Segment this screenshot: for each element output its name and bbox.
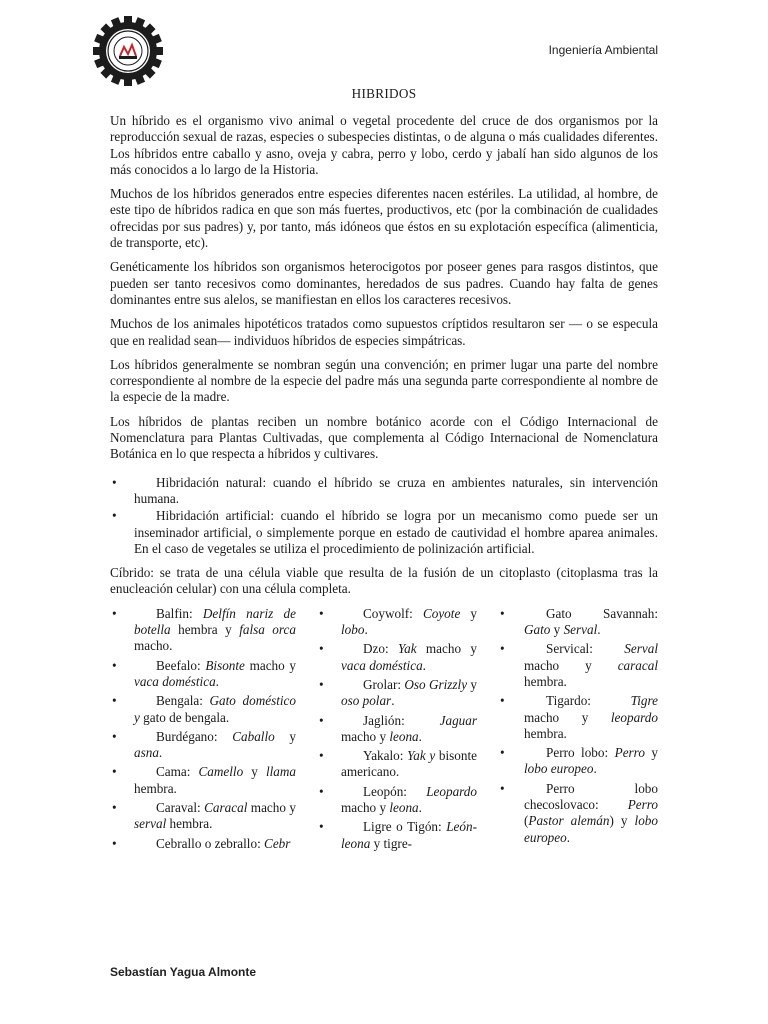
- paragraph-definition: Un híbrido es el organismo vivo animal o vegetal procedente del cruce de dos organismos por la reproducción sexual de razas, especies o subespecies distintas, o de alguna o más cualidades diferentes. Los híbridos entre caballo y asno, oveja y cabra, perro y lobo, cerdo y jabalí han sido algunos de los más conocidos a lo largo de la Historia.: [110, 113, 658, 177]
- species-name: Pastor alemán: [528, 813, 610, 829]
- hybrid-example-item: [110, 729, 296, 762]
- example-text-segment: Burdégano:: [156, 728, 233, 744]
- bullet-icon: •: [500, 780, 505, 796]
- example-text-segment: Perro lobo checoslovaco:: [524, 780, 658, 812]
- hybrid-example-item: [317, 748, 477, 781]
- species-name: León-leona: [341, 819, 477, 851]
- list-item: [110, 475, 658, 508]
- example-text-segment: y tigre-: [370, 835, 413, 851]
- species-name: serval: [134, 816, 167, 832]
- species-name: Perro: [627, 796, 658, 812]
- species-name: Perro: [614, 745, 645, 761]
- species-name: Coyote: [422, 605, 461, 621]
- example-text-segment: Gato Savannah:: [546, 605, 658, 621]
- example-text-segment: Bengala:: [156, 693, 210, 709]
- bullet-icon: •: [112, 605, 117, 621]
- hybrid-example-item: [110, 693, 296, 726]
- species-name: asna: [134, 745, 159, 761]
- bullet-icon: •: [319, 712, 324, 728]
- example-text-segment: .: [418, 799, 422, 815]
- hybrid-example-text: [524, 641, 658, 690]
- paragraph-cryptids: Muchos de los animales hipotéticos tratados como supuestos críptidos resultaron ser — o se especula que en realidad sean— individuos híbridos de especies simpátricas.: [110, 316, 658, 348]
- species-name: lobo europeo: [524, 761, 594, 777]
- example-text-segment: Coywolf:: [363, 605, 423, 621]
- paragraph-sterility: Muchos de los híbridos generados entre especies diferentes nacen estériles. La utilidad, al hombre, de este tipo de híbridos radica en que son más fuertes, productivos, etc (por la combinación de cualidades ofrecidas por sus padres) y, por tanto, más idóneos que éstos en su explotación específica (alimenticia, de transporte, etc).: [110, 186, 658, 251]
- example-text-segment: gato de bengala.: [139, 709, 230, 725]
- example-text-segment: .: [158, 745, 163, 761]
- bullet-icon: •: [500, 693, 505, 709]
- example-text-segment: (: [524, 813, 529, 829]
- university-logo-gear-icon: [90, 16, 166, 86]
- hybrid-example-item: [317, 606, 477, 639]
- paragraph-naming: Los híbridos generalmente se nombran según una convención; en primer lugar una parte del nombre correspondiente al nombre de la especie del padre más una segunda parte correspondiente al nombre de la especie de la madre.: [110, 356, 658, 405]
- example-text-segment: .: [566, 829, 571, 845]
- example-text-segment: y: [274, 728, 296, 744]
- bullet-icon: •: [319, 783, 324, 799]
- species-name: Serval: [563, 622, 598, 638]
- bullet-icon: •: [500, 745, 505, 761]
- hybrid-example-text: [524, 781, 658, 846]
- example-text-segment: macho y: [416, 641, 477, 657]
- example-text-segment: ) y: [609, 813, 635, 829]
- example-text-segment: y: [460, 605, 477, 621]
- species-name: vaca doméstica: [134, 673, 216, 689]
- example-text-segment: hembra y: [170, 622, 240, 638]
- example-text-segment: macho y: [341, 728, 390, 744]
- species-name: Cebr: [264, 835, 291, 851]
- hybrid-example-item: [498, 745, 658, 778]
- example-text-segment: hembra.: [134, 780, 177, 796]
- example-text-segment: Perro lobo:: [546, 745, 615, 761]
- hybrid-example-text: [524, 606, 658, 639]
- bullet-icon: •: [500, 605, 505, 621]
- example-text-segment: Balfin:: [156, 605, 203, 621]
- species-name: Leopardo: [426, 783, 477, 799]
- species-name: leopardo: [610, 709, 658, 725]
- hybrid-example-item: [110, 764, 296, 797]
- hybrid-example-item: [498, 606, 658, 639]
- example-text-segment: .: [593, 761, 597, 777]
- list-item-text: Hibridación natural: cuando el híbrido se cruza en ambientes naturales, sin intervención humana.: [134, 474, 658, 506]
- example-text-segment: .: [391, 693, 395, 709]
- hybrid-example-text: [341, 819, 477, 852]
- hybrid-example-item: [110, 658, 296, 691]
- hybrid-example-text: [341, 606, 477, 639]
- hybrid-example-item: [317, 641, 477, 674]
- author-name: Sebastían Yagua Almonte: [110, 965, 257, 979]
- examples-column-1: [110, 606, 296, 855]
- species-name: leona: [389, 799, 419, 815]
- species-name: Serval: [624, 641, 658, 657]
- species-name: oso polar: [341, 693, 392, 709]
- bullet-icon: •: [319, 819, 324, 835]
- species-name: Jaguar: [439, 712, 477, 728]
- example-text-segment: y: [644, 745, 658, 761]
- example-text-segment: .: [422, 657, 426, 673]
- example-text-segment: Dzo:: [363, 641, 398, 657]
- example-text-segment: Grolar:: [363, 676, 405, 692]
- bullet-icon: •: [112, 764, 117, 780]
- hybrid-example-text: [524, 745, 658, 778]
- example-text-segment: Servical:: [546, 641, 625, 657]
- hybrid-example-item: [498, 781, 658, 846]
- list-item-text: Hibridación artificial: cuando el híbrido se logra por un mecanismo como puede ser un inseminador artificial, o simplemente porque en estado de cautividad el hombre aparea animales. En el caso de vegetales se utiliza el procedimiento de polinización artificial.: [134, 508, 658, 556]
- bullet-icon: •: [319, 605, 324, 621]
- hybrid-example-text: [134, 729, 296, 762]
- hybrid-example-text: [341, 748, 477, 781]
- example-text-segment: bisonte americano.: [341, 748, 477, 780]
- bullet-icon: •: [319, 641, 324, 657]
- hybrid-example-text: [341, 784, 477, 817]
- example-text-segment: Beefalo:: [156, 657, 206, 673]
- species-name: lobo: [341, 622, 365, 638]
- bullet-icon: •: [319, 676, 324, 692]
- example-text-segment: y: [467, 676, 477, 692]
- hybrid-example-item: [498, 641, 658, 690]
- species-name: Caracal: [204, 799, 248, 815]
- species-name: Camello: [198, 764, 244, 780]
- species-name: caracal: [617, 657, 658, 673]
- hybrid-example-item: [317, 819, 477, 852]
- bullet-icon: •: [112, 835, 117, 851]
- example-text-segment: Cama:: [156, 764, 199, 780]
- hybrid-example-item: [317, 713, 477, 746]
- hybrid-example-text: [134, 764, 296, 797]
- paragraph-plants: Los híbridos de plantas reciben un nombre botánico acorde con el Código Internacional de Nomenclatura para Plantas Cultivadas, que complementa al Código Internacional de Nomenclatura Botánica en lo que respecta a híbridos y cultivares.: [110, 413, 658, 462]
- page-title: HIBRIDOS: [351, 86, 417, 101]
- bullet-icon: •: [112, 508, 117, 524]
- hybrid-example-text: [341, 713, 477, 746]
- example-text-segment: macho y: [247, 799, 297, 815]
- header-program-name: Ingeniería Ambiental: [548, 43, 658, 57]
- species-name: leona: [389, 728, 419, 744]
- bullet-icon: •: [112, 474, 117, 490]
- hybrid-example-item: [498, 693, 658, 742]
- examples-column-3: [498, 606, 658, 855]
- bullet-icon: •: [112, 693, 117, 709]
- example-text-segment: macho y: [524, 657, 618, 673]
- example-text-segment: .: [364, 622, 368, 638]
- example-text-segment: hembra.: [524, 673, 567, 689]
- hybrid-examples-columns: [110, 606, 658, 855]
- hybrid-example-item: [317, 784, 477, 817]
- species-name: llama: [265, 764, 296, 780]
- species-name: Bisonte: [205, 657, 245, 673]
- example-text-segment: Tigardo:: [546, 693, 631, 709]
- bullet-icon: •: [112, 728, 117, 744]
- hybrid-example-text: [134, 800, 296, 833]
- species-name: Oso Grizzly: [404, 676, 468, 692]
- species-name: Yak y: [407, 748, 436, 764]
- example-text-segment: .: [418, 728, 422, 744]
- example-text-segment: Jaglión:: [363, 712, 440, 728]
- example-text-segment: y: [550, 622, 564, 638]
- hybrid-example-text: [134, 658, 296, 691]
- example-text-segment: .: [597, 622, 601, 638]
- hybrid-example-text: [134, 606, 296, 655]
- example-text-segment: macho y: [244, 657, 296, 673]
- hybrid-example-text: [341, 641, 477, 674]
- example-text-segment: macho y: [341, 799, 390, 815]
- hybrid-example-item: [110, 800, 296, 833]
- species-name: Tigre: [630, 693, 658, 709]
- example-text-segment: Leopón:: [363, 783, 427, 799]
- bullet-icon: •: [112, 657, 117, 673]
- document-body: [110, 113, 658, 855]
- hybrid-example-item: [317, 677, 477, 710]
- example-text-segment: hembra.: [524, 725, 567, 741]
- species-name: Caballo: [232, 728, 275, 744]
- hybrid-example-item: [110, 836, 296, 852]
- example-text-segment: Caraval:: [156, 799, 205, 815]
- example-text-segment: y: [243, 764, 266, 780]
- hybrid-example-text: [134, 693, 296, 726]
- hybrid-example-text: [524, 693, 658, 742]
- paragraph-genetics: Genéticamente los híbridos son organismos heterocigotos por poseer genes para rasgos distintos, que pueden ser tanto recesivos como dominantes, heredados de sus padres. Cuando hay falta de genes dominantes entre sus alelos, se manifiestan en ellos los caracteres recesivos.: [110, 259, 658, 307]
- hybrid-example-item: [110, 606, 296, 655]
- example-text-segment: macho.: [134, 638, 173, 654]
- hybridization-types-list: [110, 475, 658, 557]
- list-item: [110, 508, 658, 557]
- hybrid-example-text: [341, 677, 477, 710]
- species-name: lobo europeo: [524, 813, 658, 845]
- example-text-segment: hembra.: [166, 816, 213, 832]
- species-name: falsa orca: [239, 622, 296, 638]
- example-text-segment: .: [215, 673, 219, 689]
- example-text-segment: Ligre o Tigón:: [363, 819, 447, 835]
- example-text-segment: Yakalo:: [363, 748, 408, 764]
- bullet-icon: •: [500, 641, 505, 657]
- example-text-segment: Cebrallo o zebrallo:: [156, 835, 265, 851]
- paragraph-cibrido: Cíbrido: se trata de una célula viable que resulta de la fusión de un citoplasto (citoplasma tras la enucleación celular) con una célula completa.: [110, 565, 658, 597]
- species-name: Delfín nariz de botella: [134, 605, 296, 638]
- species-name: vaca doméstica: [341, 657, 423, 673]
- hybrid-example-text: [134, 836, 296, 852]
- examples-column-2: [317, 606, 477, 855]
- species-name: Gato doméstico y: [134, 693, 296, 725]
- example-text-segment: macho y: [524, 709, 611, 725]
- bullet-icon: •: [319, 748, 324, 764]
- bullet-icon: •: [112, 799, 117, 815]
- species-name: Gato: [524, 622, 551, 638]
- species-name: Yak: [397, 641, 417, 657]
